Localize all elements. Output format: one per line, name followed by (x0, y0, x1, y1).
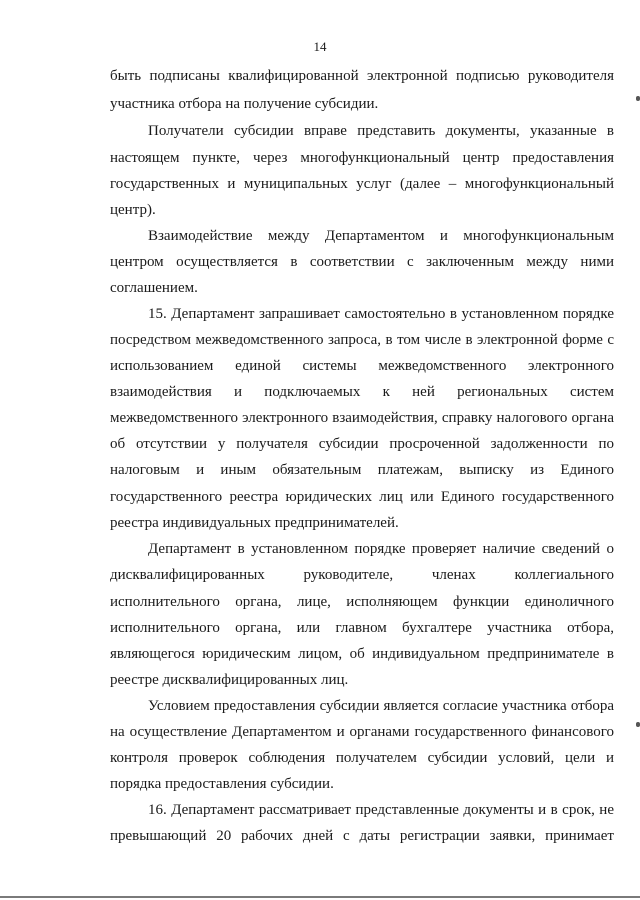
text-line: реестре дисквалифицированных лиц. (110, 672, 349, 688)
text-line: 15. Департамент запрашивает самостоятельно в установленном порядке (148, 306, 614, 322)
text-line: взаимодействия и подключаемых к ней региональных систем (110, 384, 614, 400)
text-line: центром осуществляется в соответствии с заключенным между ними (110, 254, 614, 270)
text-line: порядка предоставления субсидии. (110, 776, 334, 792)
text-line: участника отбора на получение субсидии. (110, 96, 379, 112)
text-line: превышающий 20 рабочих дней с даты регистрации заявки, принимает (110, 828, 614, 844)
text-line: дисквалифицированных руководителе, членах коллегиального (110, 567, 614, 583)
text-line: на осуществление Департаментом и органами государственного финансового (110, 724, 614, 740)
text-line: являющегося юридическим лицом, об индивидуальном предпринимателе в (110, 646, 614, 662)
text-line: межведомственного электронного взаимодействия, справку налогового органа (110, 410, 614, 426)
text-line: Условием предоставления субсидии является согласие участника отбора (148, 698, 614, 714)
text-line: Получатели субсидии вправе представить документы, указанные в (148, 123, 614, 139)
scan-edge-mark (636, 722, 640, 727)
text-line: Взаимодействие между Департаментом и многофункциональным (148, 228, 614, 244)
scan-bottom-edge (0, 896, 640, 898)
text-line: об отсутствии у получателя субсидии просроченной задолженности по (110, 436, 614, 452)
scan-edge-mark (636, 96, 640, 101)
page-number: 14 (313, 39, 327, 54)
text-line: реестра индивидуальных предпринимателей. (110, 515, 399, 531)
text-line: государственных и муниципальных услуг (далее – многофункциональный (110, 176, 614, 192)
text-line: контроля проверок соблюдения получателем субсидии условий, цели и (110, 750, 614, 766)
text-line: настоящем пункте, через многофункциональный центр предоставления (110, 150, 614, 166)
text-line: Департамент в установленном порядке проверяет наличие сведений о (148, 541, 614, 557)
text-line: исполнительного органа, или главном бухгалтере участника отбора, (110, 620, 614, 636)
text-line: соглашением. (110, 280, 198, 296)
text-line: посредством межведомственного запроса, в том числе в электронной форме с (110, 332, 614, 348)
text-line: 16. Департамент рассматривает представленные документы и в срок, не (148, 802, 614, 818)
text-line: центр). (110, 202, 156, 218)
text-line: налоговым и иным обязательным платежам, выписку из Единого (110, 462, 614, 478)
text-line: государственного реестра юридических лиц или Единого государственного (110, 489, 614, 505)
text-line: быть подписаны квалифицированной электронной подписью руководителя (110, 68, 614, 84)
text-line: исполнительного органа, лице, исполняющем функции единоличного (110, 594, 614, 610)
text-line: использованием единой системы межведомственного электронного (110, 358, 614, 374)
